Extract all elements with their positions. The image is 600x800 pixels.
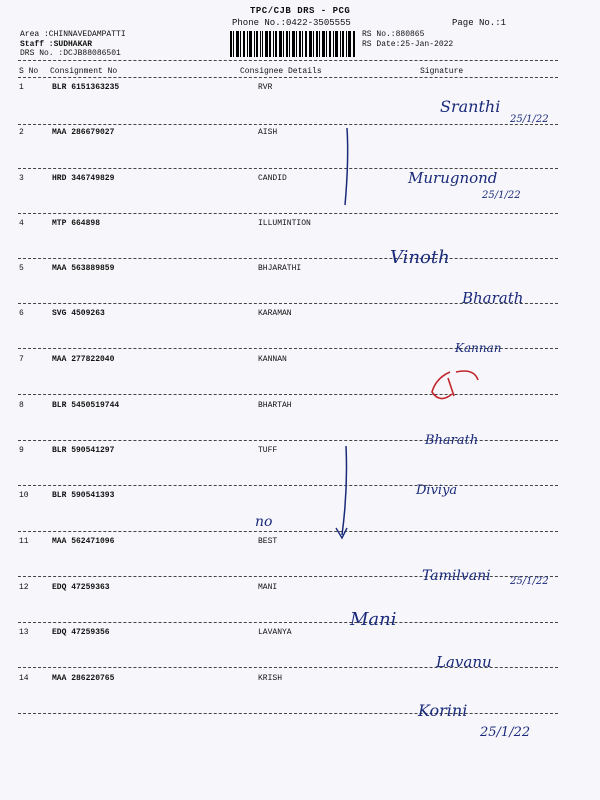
table-row (0, 491, 600, 503)
row-sno: 14 (19, 674, 29, 683)
col-sno: S No (19, 67, 39, 76)
row-consignment: MAA 286220765 (52, 674, 115, 683)
table-row (0, 446, 600, 458)
sheet-title: TPC/CJB DRS - PCG (250, 6, 351, 16)
row-sno: 11 (19, 537, 29, 546)
row-sno: 13 (19, 628, 29, 637)
signature-date-2: 25/1/22 (482, 190, 521, 201)
row-consignee: ILLUMINTION (258, 219, 311, 228)
barcode (230, 31, 355, 57)
page-number: Page No.:1 (452, 18, 507, 28)
row-consignee: KRISH (258, 674, 283, 683)
signature-4: Bharath (462, 289, 524, 307)
row-divider (18, 713, 558, 714)
row-divider (18, 485, 558, 486)
row-divider (18, 667, 558, 668)
signature-date-11: 25/1/22 (480, 725, 531, 740)
row-consignment: MAA 286679027 (52, 128, 115, 137)
table-row (0, 83, 600, 95)
row-sno: 2 (19, 128, 24, 137)
row-sno: 8 (19, 401, 24, 410)
signature-7: Diviya (416, 483, 458, 498)
table-row (0, 628, 600, 640)
area-label: Area :CHINNAVEDAMPATTI (20, 30, 126, 39)
row-sno: 3 (19, 174, 24, 183)
row-consignee: TUFF (258, 446, 278, 455)
row-consignee: BHARTAH (258, 401, 292, 410)
row-divider (18, 440, 558, 441)
row-consignment: MTP 664898 (52, 219, 101, 228)
rs-date: RS Date:25-Jan-2022 (362, 40, 454, 49)
row-consignment: BLR 5450519744 (52, 401, 120, 410)
col-consignment: Consignment No (50, 67, 118, 76)
row-consignment: EDQ 47259363 (52, 583, 110, 592)
table-row (0, 219, 600, 231)
signature-2: Murugnond (408, 169, 498, 187)
row-consignment: MAA 277822040 (52, 355, 115, 364)
row-consignee: MANI (258, 583, 278, 592)
row-divider (18, 394, 558, 395)
row-sno: 6 (19, 309, 24, 318)
row-consignee: BEST (258, 537, 278, 546)
table-row (0, 264, 600, 276)
row-sno: 10 (19, 491, 29, 500)
row-sno: 9 (19, 446, 24, 455)
row-consignee: RVR (258, 83, 273, 92)
col-signature: Signature (420, 67, 464, 76)
table-row (0, 355, 600, 367)
handwritten-note: no (255, 514, 273, 530)
row-consignment: SVG 4509263 (52, 309, 105, 318)
row-consignment: HRD 346749829 (52, 174, 115, 183)
signature-6: Bharath (425, 433, 479, 448)
signature-10: Lavanu (436, 653, 492, 671)
signature-9: Mani (350, 609, 397, 630)
row-consignment: MAA 563889859 (52, 264, 115, 273)
row-consignee: KANNAN (258, 355, 287, 364)
table-row (0, 401, 600, 413)
header-divider (18, 60, 558, 61)
row-divider (18, 622, 558, 623)
row-consignee: LAVANYA (258, 628, 292, 637)
signature-3: Vinoth (390, 247, 450, 268)
row-divider (18, 348, 558, 349)
col-consignee: Consignee Details (240, 67, 322, 76)
table-row (0, 128, 600, 140)
row-sno: 7 (19, 355, 24, 364)
signature-8: Tamilvani (422, 568, 491, 584)
table-row (0, 309, 600, 321)
signature-date-8: 25/1/22 (510, 576, 549, 587)
row-consignment: BLR 6151363235 (52, 83, 120, 92)
row-divider (18, 303, 558, 304)
row-consignment: BLR 590541393 (52, 491, 115, 500)
rs-number: RS No.:880865 (362, 30, 425, 39)
staff-label: Staff :SUDHAKAR (20, 40, 93, 49)
row-divider (18, 258, 558, 259)
table-row (0, 674, 600, 686)
row-consignment: EDQ 47259356 (52, 628, 110, 637)
row-divider (18, 531, 558, 532)
row-sno: 12 (19, 583, 29, 592)
table-row (0, 583, 600, 595)
row-consignee: CANDID (258, 174, 287, 183)
row-divider (18, 213, 558, 214)
row-consignee: KARAMAN (258, 309, 292, 318)
row-divider (18, 124, 558, 125)
row-consignment: BLR 590541297 (52, 446, 115, 455)
signature-11: Korini (418, 701, 468, 720)
signature-5: Kannan (455, 341, 502, 355)
signature-date-1: 25/1/22 (510, 114, 549, 125)
row-sno: 1 (19, 83, 24, 92)
row-consignee: AISH (258, 128, 278, 137)
signature-1: Sranthi (440, 97, 501, 116)
row-sno: 5 (19, 264, 24, 273)
drs-number: DRS No. :DCJB88086501 (20, 49, 121, 58)
row-consignment: MAA 562471096 (52, 537, 115, 546)
row-consignee: BHJARATHI (258, 264, 302, 273)
row-divider (18, 576, 558, 577)
table-row (0, 174, 600, 186)
table-row (0, 537, 600, 549)
phone-number: Phone No.:0422-3505555 (232, 18, 351, 28)
row-divider (18, 168, 558, 169)
row-sno: 4 (19, 219, 24, 228)
header-divider (18, 77, 558, 78)
